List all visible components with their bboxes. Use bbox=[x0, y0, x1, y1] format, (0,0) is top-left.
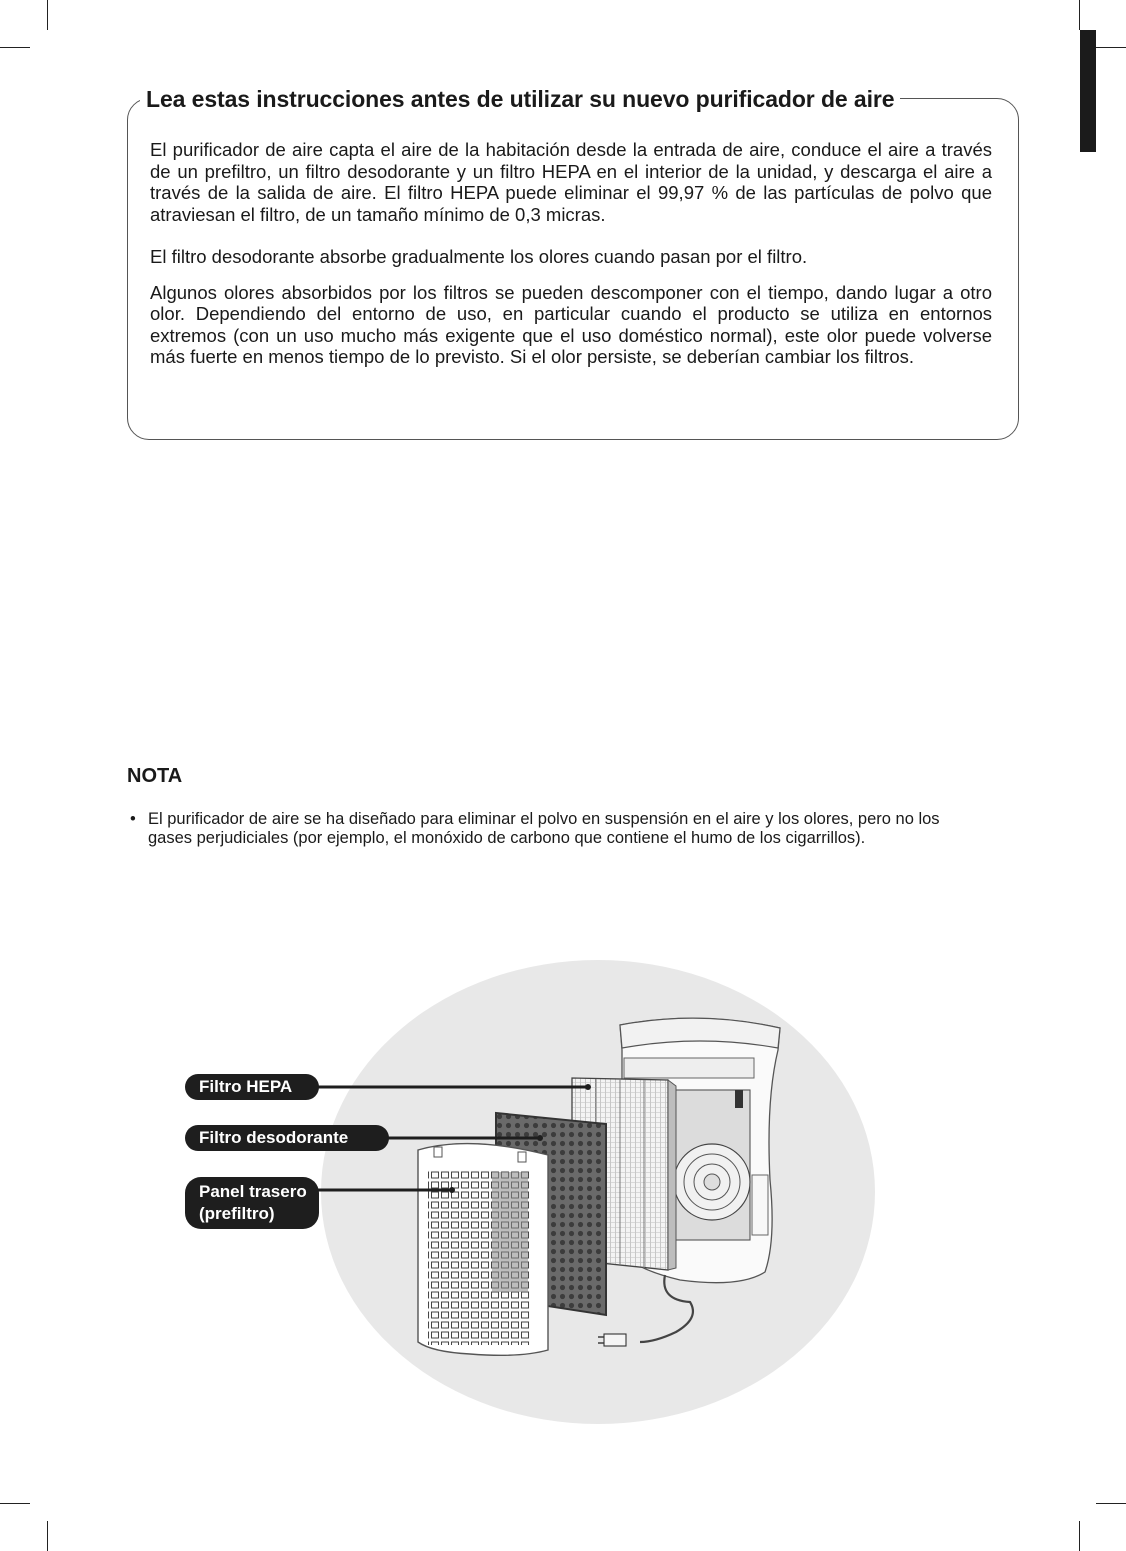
note-item-text: El purificador de aire se ha diseñado para eliminar el polvo en suspensión en el aire y los olores, pero no los gases perjudiciales (por ejemplo, el monóxido de carbono que contiene el humo de los cigarrillos). bbox=[148, 810, 940, 847]
crop-mark bbox=[47, 0, 48, 30]
filter-diagram bbox=[0, 950, 1126, 1435]
info-paragraph: El purificador de aire capta el aire de la habitación desde la entrada de aire, conduce el aire a través de un prefiltro, un filtro desodorante y un filtro HEPA en el interior de la unidad, y descarga el aire a través de la salida de aire. El filtro HEPA puede eliminar el 99,97 % de las partículas de polvo que atraviesan el filtro, de un tamaño mínimo de 0,3 micras. bbox=[150, 139, 992, 225]
info-paragraph: Algunos olores absorbidos por los filtros se pueden descomponer con el tiempo, dando lugar a otro olor. Dependiendo del entorno de uso, en particular cuando el producto se utiliza en entornos extremos (con un uso mucho más exigente que el uso doméstico normal), este olor puede volverse más fuerte en menos tiempo de lo previsto. Si el olor persiste, se deberían cambiar los filtros. bbox=[150, 281, 992, 367]
crop-mark bbox=[1096, 47, 1126, 48]
crop-mark bbox=[1079, 1521, 1080, 1551]
info-title: Lea estas instrucciones antes de utilizar su nuevo purificador de aire bbox=[140, 84, 900, 114]
note-list bbox=[130, 810, 970, 847]
crop-mark bbox=[1079, 0, 1080, 30]
rear-panel bbox=[418, 1144, 548, 1356]
note-item bbox=[130, 810, 970, 847]
note-title: NOTA bbox=[127, 765, 183, 787]
label-rear-panel bbox=[185, 1177, 319, 1229]
crop-mark bbox=[0, 1503, 30, 1504]
info-paragraph: El filtro desodorante absorbe gradualmente los olores cuando pasan por el filtro. bbox=[150, 246, 808, 267]
power-plug bbox=[604, 1334, 626, 1346]
crop-mark bbox=[0, 47, 30, 48]
exploded-view-illustration bbox=[0, 950, 1126, 1430]
info-body bbox=[150, 139, 992, 368]
label-rear-panel-line1: Panel trasero bbox=[199, 1182, 307, 1201]
crop-mark bbox=[47, 1521, 48, 1551]
label-hepa-filter: Filtro HEPA bbox=[185, 1074, 319, 1100]
label-rear-panel-line2: (prefiltro) bbox=[199, 1204, 275, 1223]
section-tab-marker bbox=[1080, 30, 1096, 152]
bullet: • bbox=[130, 810, 136, 828]
label-deodorizing-filter: Filtro desodorante bbox=[185, 1125, 389, 1151]
crop-mark bbox=[1096, 1503, 1126, 1504]
